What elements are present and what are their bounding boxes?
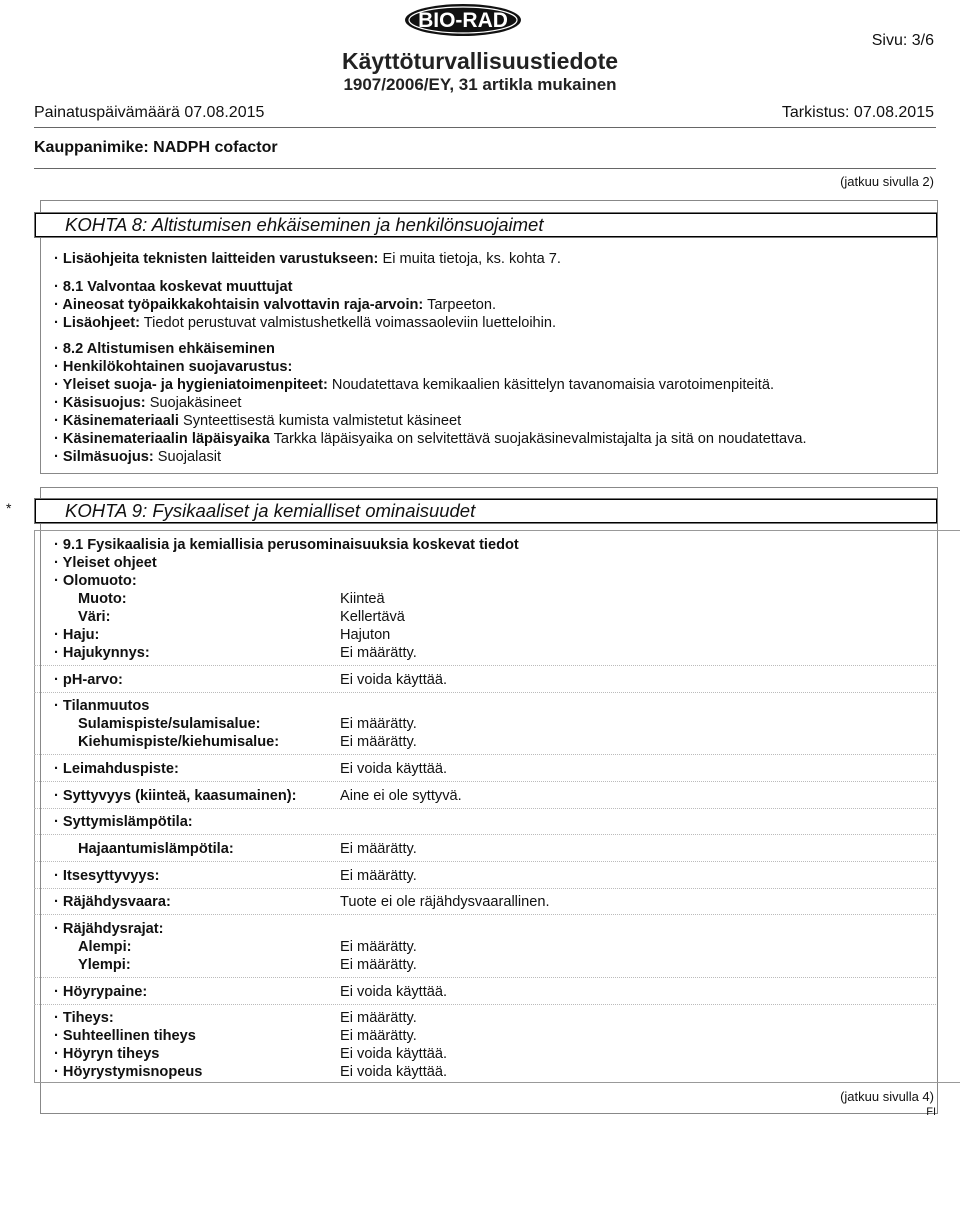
language-code: FI	[926, 1106, 936, 1118]
s8-line: · 8.2 Altistumisen ehkäiseminen	[54, 341, 275, 357]
prop-value: Ei määrätty.	[340, 939, 417, 955]
section9-title: KOHTA 9: Fysikaaliset ja kemialliset ominaisuudet	[65, 500, 476, 521]
print-date: Painatuspäivämäärä 07.08.2015	[34, 104, 265, 121]
prop-label: · Tiheys:	[54, 1010, 114, 1026]
prop-value: Kiinteä	[340, 591, 385, 607]
prop-value: Ei voida käyttää.	[340, 984, 448, 1000]
prop-value: Ei määrätty.	[340, 716, 417, 732]
divider	[34, 127, 936, 128]
prop-label: Kiehumispiste/kiehumisalue:	[78, 734, 280, 750]
prop-value: Ei määrätty.	[340, 734, 417, 750]
prop-label: Sulamispiste/sulamisalue:	[78, 716, 261, 732]
s8-line: · Henkilökohtainen suojavarustus:	[54, 359, 293, 375]
prop-value: Ei määrätty.	[340, 957, 417, 973]
divider	[34, 168, 936, 169]
row-separator	[34, 780, 936, 782]
s8-line: · Lisäohjeet: Tiedot perustuvat valmistushetkellä voimassaoleviin luetteloihin.	[54, 315, 557, 331]
prop-label: · Höyryn tiheys	[54, 1046, 160, 1062]
row-separator	[34, 691, 936, 693]
prop-value: Ei voida käyttää.	[340, 672, 448, 688]
prop-label: · Haju:	[54, 627, 100, 643]
prop-value: Ei voida käyttää.	[340, 1046, 448, 1062]
prop-value: Tuote ei ole räjähdysvaarallinen.	[340, 894, 550, 910]
prop-value: Hajuton	[340, 627, 391, 643]
row-separator	[34, 1003, 936, 1005]
prop-value: Ei voida käyttää.	[340, 761, 448, 777]
prop-label: · Räjähdysvaara:	[54, 894, 171, 910]
prop-label: · Räjähdysrajat:	[54, 921, 164, 937]
prop-label: · Höyrypaine:	[54, 984, 148, 1000]
prop-value: Ei määrätty.	[340, 1028, 417, 1044]
prop-label: · Hajukynnys:	[54, 645, 150, 661]
prop-label: Hajaantumislämpötila:	[78, 841, 234, 857]
prop-label: · Leimahduspiste:	[54, 761, 179, 777]
prop-label: · Syttymislämpötila:	[54, 814, 193, 830]
prop-value: Ei voida käyttää.	[340, 1064, 448, 1080]
prop-value: Aine ei ole syttyvä.	[340, 788, 462, 804]
row-separator	[34, 887, 936, 889]
prop-label: Alempi:	[78, 939, 132, 955]
prop-value: Ei määrätty.	[340, 841, 417, 857]
prop-value: Ei määrätty.	[340, 645, 417, 661]
prop-label: Väri:	[78, 609, 111, 625]
bio-rad-logo	[404, 3, 522, 37]
s8-line: · Aineosat työpaikkakohtaisin valvottavin raja-arvoin: Tarpeeton.	[54, 297, 497, 313]
section8-heading	[34, 212, 938, 238]
s9-intro: · 9.1 Fysikaalisia ja kemiallisia perusominaisuuksia koskevat tiedot	[54, 537, 519, 553]
prop-label: · Tilanmuutos	[54, 698, 150, 714]
row-separator	[34, 976, 936, 978]
section8-title: KOHTA 8: Altistumisen ehkäiseminen ja henkilönsuojaimet	[65, 214, 544, 235]
row-separator	[34, 753, 936, 755]
s8-line: · 8.1 Valvontaa koskevat muuttujat	[54, 279, 293, 295]
row-separator	[34, 833, 936, 835]
s8-line: · Käsisuojus: Suojakäsineet	[54, 395, 242, 411]
s8-line: · Lisäohjeita teknisten laitteiden varustukseen: Ei muita tietoja, ks. kohta 7.	[54, 251, 561, 267]
row-separator	[34, 913, 936, 915]
prop-label: Ylempi:	[78, 957, 131, 973]
prop-label: Muoto:	[78, 591, 127, 607]
continued-from: (jatkuu sivulla 2)	[840, 174, 934, 189]
row-separator	[34, 664, 936, 666]
s8-line: · Silmäsuojus: Suojalasit	[54, 449, 222, 465]
prop-label: · Syttyvyys (kiinteä, kaasumainen):	[54, 788, 297, 804]
change-marker: *	[6, 500, 12, 516]
row-separator	[34, 807, 936, 809]
s9-general: · Yleiset ohjeet	[54, 555, 157, 571]
logo-text: BIO-RAD	[418, 9, 508, 32]
prop-value: Kellertävä	[340, 609, 405, 625]
prop-label: · Höyrystymisnopeus	[54, 1064, 203, 1080]
prop-value: Ei määrätty.	[340, 868, 417, 884]
revision-date: Tarkistus: 07.08.2015	[781, 104, 934, 121]
continued-to: (jatkuu sivulla 4)	[840, 1089, 934, 1104]
s8-line: · Käsinemateriaali Synteettisestä kumista valmistetut käsineet	[54, 413, 462, 429]
prop-value: Ei määrätty.	[340, 1010, 417, 1026]
document-title: Käyttöturvallisuustiedote	[341, 48, 619, 74]
s8-line: · Yleiset suoja- ja hygieniatoimenpiteet: Noudatettava kemikaalien käsittelyn tavanomaisia varotoimenpiteitä.	[54, 377, 775, 393]
row-separator	[34, 860, 936, 862]
prop-label: · Itsesyttyvyys:	[54, 868, 160, 884]
product-name: Kauppanimike: NADPH cofactor	[34, 139, 278, 156]
document-subtitle: 1907/2006/EY, 31 artikla mukainen	[343, 75, 617, 94]
s9-state: · Olomuoto:	[54, 573, 137, 589]
page-number: Sivu: 3/6	[871, 32, 934, 49]
prop-label: · Suhteellinen tiheys	[54, 1028, 196, 1044]
prop-label: · pH-arvo:	[54, 672, 123, 688]
section9-heading	[34, 498, 938, 524]
s8-line: · Käsinemateriaalin läpäisyaika Tarkka läpäisyaika on selvitettävä suojakäsinevalmistajalta ja sitä on noudatettava.	[54, 431, 807, 447]
